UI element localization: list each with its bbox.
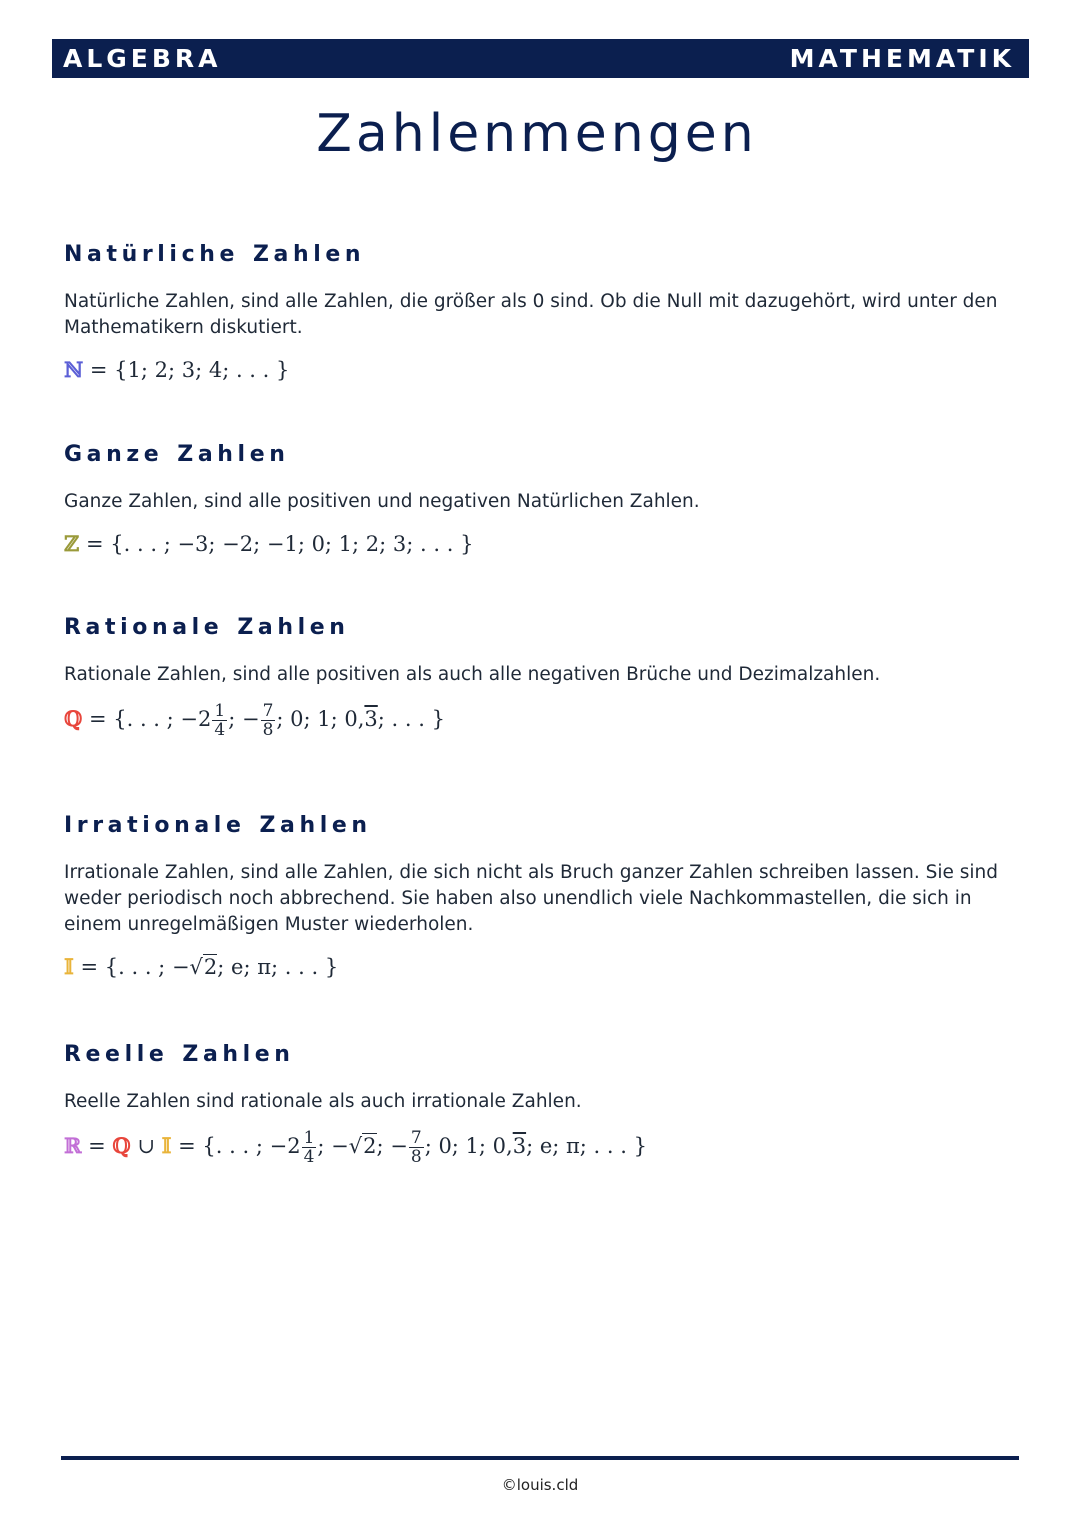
fraction-seven-eighths: $\frac{7}{8}$ bbox=[262, 701, 274, 740]
fraction-seven-eighths: $\frac{7}{8}$ bbox=[410, 1128, 422, 1167]
real-set-symbol: ℝ bbox=[64, 1133, 82, 1158]
rational-set-symbol: ℚ bbox=[112, 1133, 131, 1158]
fraction-one-quarter: $\frac{1}{4}$ bbox=[214, 701, 226, 740]
footer-credit: ©louis.cld bbox=[501, 1476, 579, 1494]
formula-integers: ℤ = {. . . ; −3; −2; −1; 0; 1; 2; 3; . . . } bbox=[64, 531, 474, 556]
formula-irrational: 𝕀 = {. . . ; −√2; e; π; . . . } bbox=[64, 954, 339, 979]
section-integers bbox=[64, 442, 1024, 559]
section-real-numbers bbox=[64, 1042, 1024, 1166]
header-subject: ALGEBRA bbox=[63, 44, 222, 73]
section-irrational-numbers bbox=[64, 813, 1024, 982]
fraction-one-quarter: $\frac{1}{4}$ bbox=[303, 1128, 315, 1167]
header-bar bbox=[52, 39, 1029, 78]
section-heading: Natürliche Zahlen bbox=[64, 242, 366, 267]
formula-rational: ℚ = {. . . ; −2 $\frac{1}{4}$ ; − $\frac{7}{8}$ ; 0; 1; 0,3; . . . } bbox=[64, 701, 445, 740]
irrational-set-symbol: 𝕀 bbox=[161, 1133, 172, 1158]
section-text: Ganze Zahlen, sind alle positiven und negativen Natürlichen Zahlen. bbox=[64, 491, 700, 512]
section-text: Reelle Zahlen sind rationale als auch irrationale Zahlen. bbox=[64, 1091, 582, 1112]
irrational-set-symbol: 𝕀 bbox=[64, 954, 74, 979]
page-title: Zahlenmengen bbox=[316, 104, 758, 164]
footer-divider bbox=[61, 1456, 1019, 1460]
section-heading: Irrationale Zahlen bbox=[64, 813, 372, 838]
natural-set-symbol: ℕ bbox=[64, 357, 84, 382]
section-heading: Ganze Zahlen bbox=[64, 442, 290, 467]
section-text: Rationale Zahlen, sind alle positiven als auch alle negativen Brüche und Dezimalzahlen. bbox=[64, 664, 881, 685]
section-text: Irrationale Zahlen, sind alle Zahlen, die sich nicht als Bruch ganzer Zahlen schreiben lassen. Sie sind weder periodisch noch abbrechend. Sie haben also unendlich viele Nachkommastellen, die sich in einem unregelmäßigen Muster wiederholen. bbox=[64, 862, 998, 935]
section-natural-numbers bbox=[64, 242, 1024, 385]
repeating-digit: 3 bbox=[364, 707, 378, 731]
sqrt-radicand: 2 bbox=[363, 1134, 377, 1158]
formula-real: ℝ = ℚ ∪ 𝕀 = {. . . ; −2 $\frac{1}{4}$ ; −√2; − $\frac{7}{8}$ ; 0; 1; 0,3; e; π; . . . } bbox=[64, 1128, 647, 1167]
sqrt-radicand: 2 bbox=[203, 955, 218, 979]
header-category: MATHEMATIK bbox=[789, 44, 1015, 73]
section-heading: Reelle Zahlen bbox=[64, 1042, 295, 1067]
section-rational-numbers bbox=[64, 615, 1024, 739]
rational-set-symbol: ℚ bbox=[64, 706, 83, 731]
section-text: Natürliche Zahlen, sind alle Zahlen, die größer als 0 sind. Ob die Null mit dazugehört, wird unter den Mathematikern diskutiert. bbox=[64, 291, 998, 338]
repeating-digit: 3 bbox=[512, 1134, 527, 1158]
formula-natural: ℕ = {1; 2; 3; 4; . . . } bbox=[64, 357, 290, 382]
integer-set-symbol: ℤ bbox=[64, 531, 80, 556]
section-heading: Rationale Zahlen bbox=[64, 615, 350, 640]
